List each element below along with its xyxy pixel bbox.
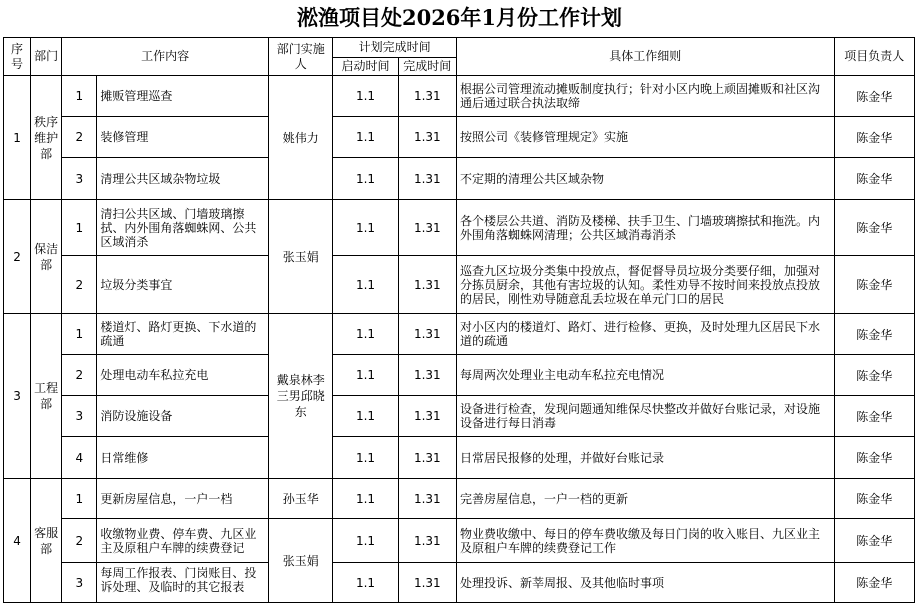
row-no: 1 bbox=[62, 200, 97, 256]
row-detail: 按照公司《装修管理规定》实施 bbox=[456, 117, 834, 158]
row-finish: 1.31 bbox=[398, 256, 456, 314]
group-executor: 姚伟力 bbox=[269, 76, 333, 200]
header-owner: 项目负责人 bbox=[834, 38, 914, 76]
row-owner: 陈金华 bbox=[834, 479, 914, 519]
row-finish: 1.31 bbox=[398, 117, 456, 158]
row-no: 2 bbox=[62, 355, 97, 396]
row-content: 装修管理 bbox=[97, 117, 269, 158]
table-row bbox=[4, 158, 915, 200]
row-no: 4 bbox=[62, 437, 97, 479]
header-detail: 具体工作细则 bbox=[456, 38, 834, 76]
row-owner: 陈金华 bbox=[834, 76, 914, 117]
table-row bbox=[4, 355, 915, 396]
group-executor: 张玉娟 bbox=[269, 200, 333, 314]
row-finish: 1.31 bbox=[398, 158, 456, 200]
row-finish: 1.31 bbox=[398, 200, 456, 256]
table-row bbox=[4, 76, 915, 117]
row-start: 1.1 bbox=[333, 314, 398, 355]
row-start: 1.1 bbox=[333, 256, 398, 314]
row-content: 垃圾分类事宜 bbox=[97, 256, 269, 314]
row-start: 1.1 bbox=[333, 519, 398, 563]
header-dept: 部门 bbox=[31, 38, 62, 76]
row-finish: 1.31 bbox=[398, 437, 456, 479]
row-owner: 陈金华 bbox=[834, 117, 914, 158]
row-detail: 各个楼层公共道、消防及楼梯、扶手卫生、门墙玻璃擦拭和拖洗。内外围角落蜘蛛网清理；公共区域消毒消杀 bbox=[456, 200, 834, 256]
row-owner: 陈金华 bbox=[834, 355, 914, 396]
row-owner: 陈金华 bbox=[834, 158, 914, 200]
row-start: 1.1 bbox=[333, 200, 398, 256]
header-executor: 部门实施人 bbox=[269, 38, 333, 76]
row-finish: 1.31 bbox=[398, 479, 456, 519]
row-content: 日常维修 bbox=[97, 437, 269, 479]
row-content: 每周工作报表、门岗账目、投诉处理、及临时的其它报表 bbox=[97, 563, 269, 603]
row-detail: 完善房屋信息，一户一档的更新 bbox=[456, 479, 834, 519]
row-finish: 1.31 bbox=[398, 314, 456, 355]
table-row bbox=[4, 563, 915, 603]
header-seq: 序号 bbox=[4, 38, 31, 76]
row-content: 清扫公共区域、门墙玻璃擦拭、内外围角落蜘蛛网、公共区域消杀 bbox=[97, 200, 269, 256]
row-detail: 对小区内的楼道灯、路灯、进行检修、更换，及时处理九区居民下水道的疏通 bbox=[456, 314, 834, 355]
table-row bbox=[4, 437, 915, 479]
row-detail: 设备进行检查，发现问题通知维保尽快整改并做好台账记录，对设施设备进行每日消毒 bbox=[456, 396, 834, 437]
row-finish: 1.31 bbox=[398, 519, 456, 563]
row-detail: 处理投诉、新莘周报、及其他临时事项 bbox=[456, 563, 834, 603]
table-row bbox=[4, 396, 915, 437]
row-finish: 1.31 bbox=[398, 76, 456, 117]
row-finish: 1.31 bbox=[398, 355, 456, 396]
group-dept: 保洁部 bbox=[31, 200, 62, 314]
group-seq: 1 bbox=[4, 76, 31, 200]
row-start: 1.1 bbox=[333, 437, 398, 479]
row-executor: 孙玉华 bbox=[269, 479, 333, 519]
row-start: 1.1 bbox=[333, 76, 398, 117]
row-detail: 日常居民报修的处理，并做好台账记录 bbox=[456, 437, 834, 479]
header-start-time: 启动时间 bbox=[333, 58, 398, 76]
row-content: 收缴物业费、停车费、九区业主及原租户车牌的续费登记 bbox=[97, 519, 269, 563]
group-seq: 3 bbox=[4, 314, 31, 479]
header-finish-time: 完成时间 bbox=[398, 58, 456, 76]
row-no: 1 bbox=[62, 314, 97, 355]
row-start: 1.1 bbox=[333, 396, 398, 437]
row-executor: 张玉娟 bbox=[269, 519, 333, 603]
row-finish: 1.31 bbox=[398, 396, 456, 437]
group-executor: 戴泉林李三男邱晓东 bbox=[269, 314, 333, 479]
row-owner: 陈金华 bbox=[834, 563, 914, 603]
row-start: 1.1 bbox=[333, 479, 398, 519]
row-content: 摊贩管理巡查 bbox=[97, 76, 269, 117]
row-no: 1 bbox=[62, 76, 97, 117]
group-dept: 工程部 bbox=[31, 314, 62, 479]
row-content: 消防设施设备 bbox=[97, 396, 269, 437]
row-detail: 根据公司管理流动摊贩制度执行；针对小区内晚上顽固摊贩和社区沟通后通过联合执法取缔 bbox=[456, 76, 834, 117]
row-no: 2 bbox=[62, 256, 97, 314]
row-finish: 1.31 bbox=[398, 563, 456, 603]
row-start: 1.1 bbox=[333, 563, 398, 603]
table-row bbox=[4, 256, 915, 314]
row-detail: 巡查九区垃圾分类集中投放点，督促督导员垃圾分类要仔细，加强对分拣员厨余，其他有害垃圾的认知。柔性劝导不按时间来投放点投放的居民，刚性劝导随意乱丢垃圾在单元门口的居民 bbox=[456, 256, 834, 314]
row-content: 楼道灯、路灯更换、下水道的疏通 bbox=[97, 314, 269, 355]
row-content: 处理电动车私拉充电 bbox=[97, 355, 269, 396]
group-dept: 秩序维护部 bbox=[31, 76, 62, 200]
row-detail: 物业费收缴中、每日的停车费收缴及每日门岗的收入账目、九区业主及原租户车牌的续费登记工作 bbox=[456, 519, 834, 563]
work-plan-table bbox=[3, 37, 915, 603]
row-start: 1.1 bbox=[333, 158, 398, 200]
row-owner: 陈金华 bbox=[834, 519, 914, 563]
row-no: 2 bbox=[62, 117, 97, 158]
row-owner: 陈金华 bbox=[834, 314, 914, 355]
row-no: 3 bbox=[62, 158, 97, 200]
row-start: 1.1 bbox=[333, 355, 398, 396]
row-owner: 陈金华 bbox=[834, 437, 914, 479]
row-detail: 不定期的清理公共区域杂物 bbox=[456, 158, 834, 200]
row-owner: 陈金华 bbox=[834, 396, 914, 437]
row-detail: 每周两次处理业主电动车私拉充电情况 bbox=[456, 355, 834, 396]
row-content: 清理公共区域杂物垃圾 bbox=[97, 158, 269, 200]
row-no: 1 bbox=[62, 479, 97, 519]
row-no: 3 bbox=[62, 563, 97, 603]
header-planned-time: 计划完成时间 bbox=[333, 38, 457, 58]
table-row bbox=[4, 200, 915, 256]
row-no: 2 bbox=[62, 519, 97, 563]
table-row bbox=[4, 479, 915, 519]
group-seq: 2 bbox=[4, 200, 31, 314]
table-row bbox=[4, 519, 915, 563]
table-row bbox=[4, 314, 915, 355]
table-row bbox=[4, 117, 915, 158]
page-title: 淞渔项目处2026年1月份工作计划 bbox=[296, 5, 623, 30]
group-dept: 客服部 bbox=[31, 479, 62, 603]
row-owner: 陈金华 bbox=[834, 200, 914, 256]
header-content: 工作内容 bbox=[62, 38, 269, 76]
row-start: 1.1 bbox=[333, 117, 398, 158]
row-no: 3 bbox=[62, 396, 97, 437]
group-seq: 4 bbox=[4, 479, 31, 603]
row-owner: 陈金华 bbox=[834, 256, 914, 314]
row-content: 更新房屋信息，一户一档 bbox=[97, 479, 269, 519]
